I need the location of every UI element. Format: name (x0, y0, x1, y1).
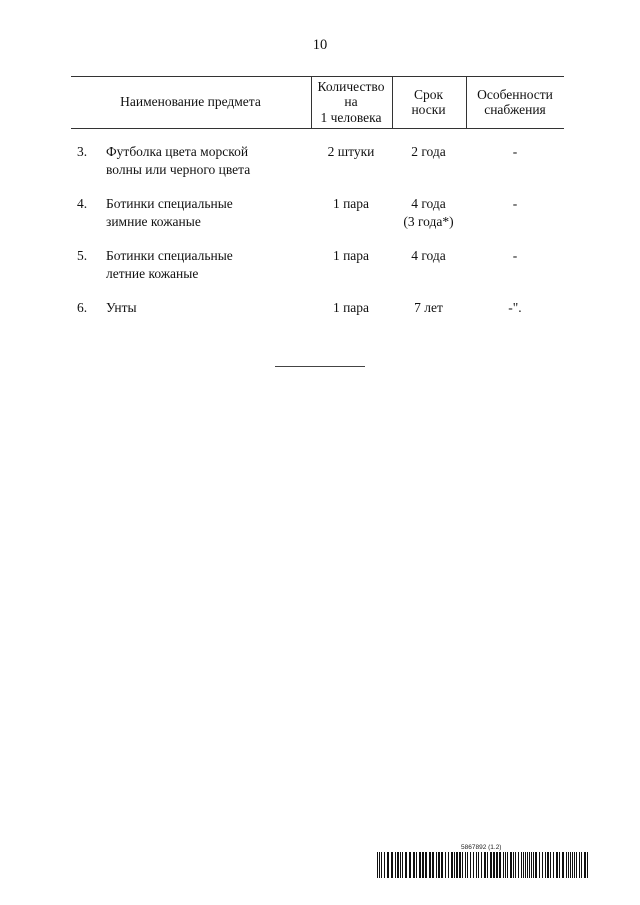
row-item-name: Ботинки специальные летние кожаные (106, 248, 233, 281)
row-features: - (512, 248, 518, 263)
barcode-bar (470, 852, 471, 878)
barcode-bar (465, 852, 466, 878)
row-term: 4 года (411, 248, 446, 263)
barcode-bar (445, 852, 446, 878)
barcode-bar (531, 852, 532, 878)
barcode-bar (587, 852, 588, 878)
end-separator-line (275, 366, 365, 367)
barcode-bar (400, 852, 401, 878)
row-features: -". (508, 300, 522, 315)
barcode-bar (559, 852, 560, 878)
row-item-name: Футболка цвета морской волны или черного цвета (106, 144, 251, 177)
row-item-name: Унты (106, 300, 137, 315)
barcode-bar (550, 852, 551, 878)
barcode-bar (527, 852, 528, 878)
barcode-bar (405, 852, 407, 878)
barcode-bar (459, 852, 461, 878)
row-features: - (512, 144, 518, 159)
barcode-bar (451, 852, 453, 878)
table-row (71, 195, 564, 235)
row-item-name: Ботинки специальные зимние кожаные (106, 196, 233, 229)
barcode-bar (467, 852, 468, 878)
row-quantity: 1 пара (332, 196, 370, 211)
barcode-bar (456, 852, 458, 878)
barcode-bar (518, 852, 519, 878)
barcode-bar (545, 852, 546, 878)
barcode-bar (499, 852, 501, 878)
barcode-bar (510, 852, 512, 878)
barcode-bar (487, 852, 488, 878)
barcode-bar (409, 852, 411, 878)
table-row (71, 299, 564, 339)
barcode-bar (476, 852, 477, 878)
barcode-bar (576, 852, 577, 878)
barcode-bar (542, 852, 543, 878)
barcode-bar (381, 852, 382, 878)
barcode-bar (570, 852, 571, 878)
table-row (71, 247, 564, 287)
barcode-bar (484, 852, 486, 878)
barcode-bar (529, 852, 530, 878)
barcode-bar (525, 852, 526, 878)
barcode-bar (493, 852, 495, 878)
row-number: 5. (77, 248, 88, 263)
barcode-bar (379, 852, 380, 878)
page-number: 10 (312, 37, 328, 53)
barcode-bar (454, 852, 455, 878)
barcode-bar (579, 852, 580, 878)
row-number: 3. (77, 144, 88, 159)
barcode-bar (395, 852, 396, 878)
barcode-bar (413, 852, 415, 878)
table-header-rule (71, 128, 564, 129)
row-term: 4 года (3 года*) (403, 196, 454, 229)
row-quantity: 2 штуки (327, 144, 375, 159)
row-number: 4. (77, 196, 88, 211)
barcode-bar (387, 852, 389, 878)
barcode-bar (425, 852, 427, 878)
table-row (71, 143, 564, 183)
barcode-bar (539, 852, 540, 878)
barcode-bar (438, 852, 440, 878)
barcode-bar (422, 852, 424, 878)
barcode-bar (553, 852, 554, 878)
barcode-bar (402, 852, 403, 878)
barcode-bar (584, 852, 586, 878)
barcode-bar (562, 852, 564, 878)
row-quantity: 1 пара (332, 248, 370, 263)
barcode-bar (448, 852, 449, 878)
header-quantity: Количество на 1 человека (317, 78, 385, 125)
barcode-bar (523, 852, 524, 878)
barcode-bar (507, 852, 508, 878)
header-name: Наименование предмета (120, 94, 261, 110)
barcode-bar (496, 852, 498, 878)
barcode-bar (533, 852, 534, 878)
barcode-bar (441, 852, 443, 878)
row-quantity: 1 пара (332, 300, 370, 315)
row-term: 2 года (411, 144, 446, 159)
barcode-bar (505, 852, 506, 878)
barcode-bar (574, 852, 575, 878)
barcode-bar (397, 852, 399, 878)
barcode-bar (432, 852, 434, 878)
barcode-bar (556, 852, 558, 878)
barcode-bar (490, 852, 492, 878)
barcode-bar (429, 852, 431, 878)
barcode-icon (376, 852, 591, 878)
row-features: - (512, 196, 518, 211)
barcode-bar (515, 852, 516, 878)
header-term: Срок носки (411, 86, 446, 117)
barcode-bar (462, 852, 463, 878)
barcode-bar (521, 852, 522, 878)
barcode-bar (416, 852, 417, 878)
barcode-bar (436, 852, 437, 878)
barcode-bar (568, 852, 569, 878)
barcode-bar (419, 852, 421, 878)
barcode-bar (473, 852, 474, 878)
barcode-label: 5867892 (1.2) (461, 844, 502, 851)
barcode-bar (513, 852, 514, 878)
barcode-bar (481, 852, 482, 878)
barcode-bar (391, 852, 393, 878)
row-number: 6. (77, 300, 88, 315)
barcode-bar (572, 852, 573, 878)
barcode-bar (581, 852, 582, 878)
barcode-bar (384, 852, 385, 878)
row-term: 7 лет (414, 300, 443, 315)
barcode-bar (547, 852, 549, 878)
barcode-bar (503, 852, 504, 878)
header-features: Особенности снабжения (477, 86, 553, 117)
barcode-bar (377, 852, 378, 878)
barcode-bar (535, 852, 537, 878)
barcode-bar (566, 852, 567, 878)
barcode-block (376, 844, 591, 878)
barcode-bar (478, 852, 479, 878)
